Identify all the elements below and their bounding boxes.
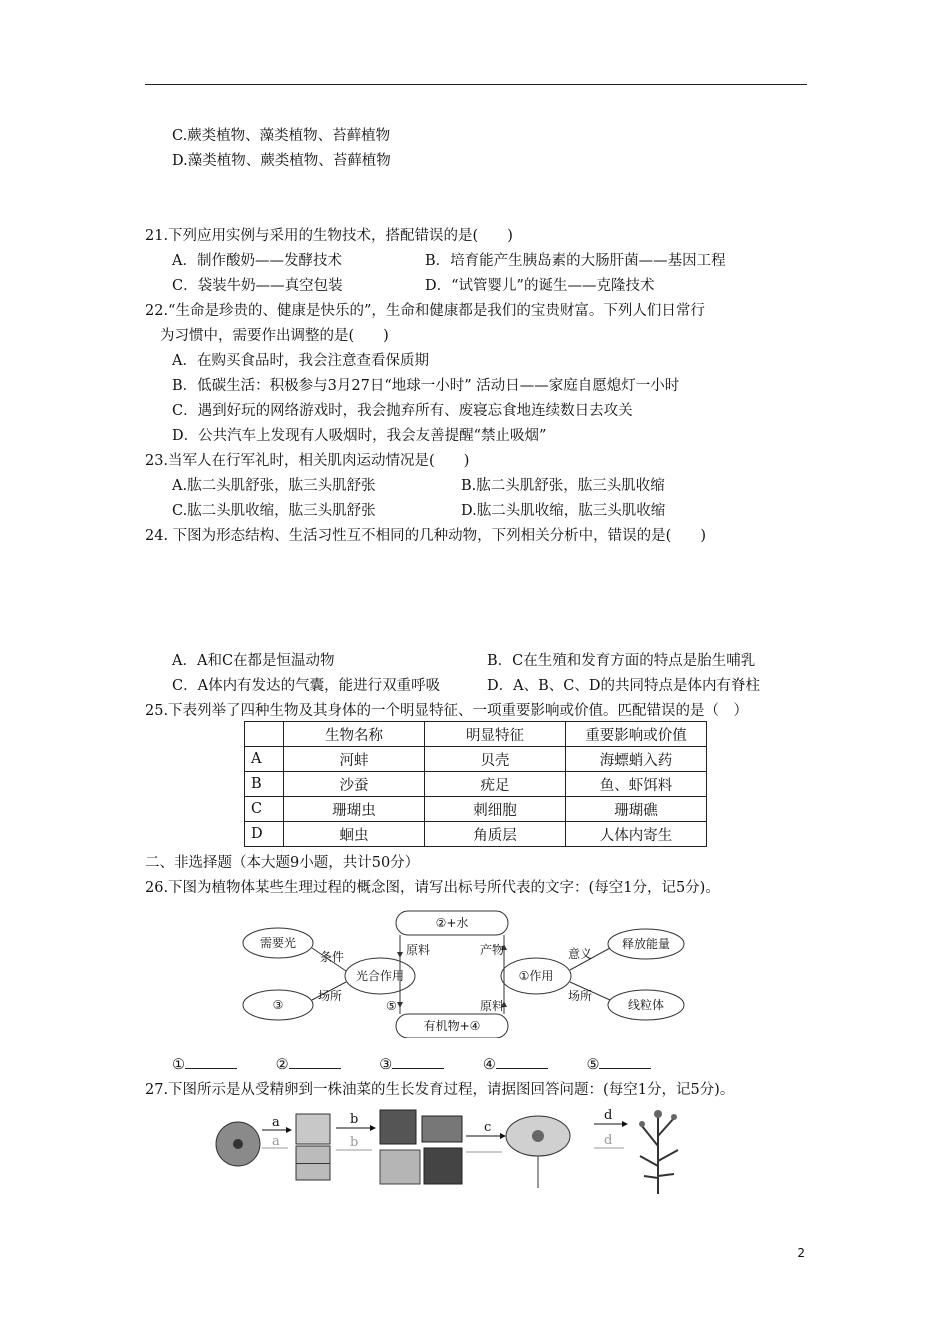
table-cell: 鱼、虾饵料 (566, 772, 707, 797)
q23-option-b: B.肱二头肌舒张，肱三头肌收缩 (461, 478, 665, 494)
table-cell: 河蚌 (284, 747, 425, 772)
arrow-head (500, 1133, 506, 1139)
table-row (245, 797, 707, 822)
table-cell: D (245, 822, 284, 847)
answer-blank-2[interactable] (289, 1054, 341, 1069)
table-row (245, 747, 707, 772)
plant-flower-icon (654, 1110, 662, 1118)
answer-blank-3[interactable] (392, 1054, 444, 1069)
flower-center-icon (532, 1130, 544, 1142)
arrow-head (370, 1125, 376, 1131)
q27-stem: 27.下图所示是从受精卵到一株油菜的生长发育过程，请据图回答问题：(每空1分，记5分)。 (145, 1082, 735, 1098)
label-b-top: b (350, 1112, 359, 1127)
table-cell: 蛔虫 (284, 822, 425, 847)
q24-option-c: C．A体内有发达的气囊，能进行双重呼吸 (172, 678, 441, 694)
q25-table (244, 721, 707, 847)
q22-option-b: B．低碳生活：积极参与3月27日“地球一小时” 活动日——家庭自愿熄灯一小时 (172, 378, 680, 394)
blank-4-label: ④ (482, 1057, 496, 1073)
organic-matter-label: 有机物+④ (423, 1019, 481, 1033)
table-cell: 沙蚕 (284, 772, 425, 797)
q23-stem: 23.当军人在行军礼时，相关肌肉运动情况是( ) (145, 453, 470, 469)
table-row (245, 822, 707, 847)
table-cell: 疣足 (425, 772, 566, 797)
table-header-cell: 明显特征 (425, 722, 566, 747)
plant-flower-icon (671, 1114, 677, 1120)
tissue-image (380, 1110, 416, 1144)
nucleus-icon (233, 1139, 243, 1149)
blank-2-label: ② (275, 1057, 289, 1073)
table-header-row (245, 722, 707, 747)
section-2-heading: 二、非选择题（本大题9小题，共计50分） (145, 855, 420, 871)
label-a-bottom: a (272, 1134, 280, 1149)
site-left-label: 场所 (318, 989, 343, 1003)
q24-option-b: B．C在生殖和发育方面的特点是胎生哺乳 (487, 653, 756, 669)
q22-option-d: D．公共汽车上发现有人吸烟时，我会友善提醒“禁止吸烟” (172, 428, 547, 444)
mitochondria-label: 线粒体 (627, 998, 665, 1012)
q24-stem: 24. 下图为形态结构、生活习性互不相同的几种动物，下列相关分析中，错误的是( ) (145, 528, 706, 544)
arrow-head (397, 952, 403, 958)
q24-option-a: A．A和C在都是恒温动物 (172, 653, 335, 669)
q26-answer-blanks (172, 1054, 685, 1073)
table-header-cell: 重要影响或价值 (566, 722, 707, 747)
table-header-cell (245, 722, 284, 747)
q22-stem: 22.“生命是珍贵的、健康是快乐的”，生命和健康都是我们的宝贵财富。下列人们日常行 (145, 303, 705, 319)
table-header-cell: 生物名称 (284, 722, 425, 747)
table-cell: 角质层 (425, 822, 566, 847)
q21-option-a: A．制作酸奶——发酵技术 (172, 253, 342, 269)
blank-3-label: ③ (379, 1057, 393, 1073)
meaning-label: 意义 (568, 947, 593, 961)
q21-stem: 21.下列应用实例与采用的生物技术，搭配错误的是( ) (145, 228, 513, 244)
rapeseed-plant-image (640, 1116, 678, 1194)
respiration-label: ①作用 (518, 969, 554, 983)
cell-division-line (296, 1163, 330, 1164)
header-rule (145, 84, 807, 85)
q24-option-d: D．A、B、C、D的共同特点是体内有脊柱 (487, 678, 760, 694)
label-d-bottom: d (604, 1133, 613, 1148)
q23-option-d: D.肱二头肌收缩，肱三头肌收缩 (461, 503, 666, 519)
answer-blank-4[interactable] (496, 1054, 548, 1069)
blank-5-label: ⑤ (586, 1057, 600, 1073)
q26-concept-map (240, 908, 710, 1038)
q20-option-c: C.蕨类植物、藻类植物、苔藓植物 (172, 128, 391, 144)
q20-option-d: D.藻类植物、蕨类植物、苔藓植物 (172, 153, 391, 169)
table-cell: 海螵蛸入药 (566, 747, 707, 772)
tissue-image (422, 1116, 462, 1142)
answer-blank-1[interactable] (185, 1054, 237, 1069)
water-label: ②+水 (435, 916, 469, 930)
table-cell: C (245, 797, 284, 822)
photosynthesis-label: 光合作用 (355, 969, 405, 983)
arrow-head (397, 1002, 403, 1008)
label-b-bottom: b (350, 1135, 359, 1150)
arrow-head (622, 1121, 628, 1127)
table-cell: B (245, 772, 284, 797)
q21-option-c: C．袋装牛奶——真空包装 (172, 278, 343, 294)
raw-material-top-label: 原料 (406, 943, 431, 957)
tissue-image (380, 1150, 420, 1184)
table-cell: 贝壳 (425, 747, 566, 772)
answer-blank-5[interactable] (599, 1054, 651, 1069)
site-right-label: 场所 (568, 989, 593, 1003)
label-a-top: a (272, 1115, 280, 1130)
tissue-image (424, 1148, 462, 1184)
blank-1-label: ① (172, 1057, 185, 1073)
condition-label: 条件 (320, 950, 345, 964)
q22-stem-cont: 为习惯中，需要作出调整的是( ) (160, 328, 389, 344)
table-cell: 人体内寄生 (566, 822, 707, 847)
q25-stem: 25.下表列举了四种生物及其身体的一个明显特征、一项重要影响或价值。匹配错误的是（ ） (145, 703, 749, 719)
raw-material-bottom-label: 原料 (480, 999, 505, 1013)
q27-development-figure (212, 1106, 702, 1198)
cell-image (296, 1114, 330, 1144)
q21-option-b: B．培育能产生胰岛素的大肠肝菌——基因工程 (425, 253, 726, 269)
blank-3-label: ③ (272, 998, 284, 1012)
blank-5-label: ⑤ (386, 999, 397, 1013)
label-c-top: c (484, 1120, 492, 1135)
table-cell: 珊瑚礁 (566, 797, 707, 822)
table-cell: A (245, 747, 284, 772)
q22-option-c: C．遇到好玩的网络游戏时，我会抛弃所有、废寝忘食地连续数日去攻关 (172, 403, 633, 419)
energy-label: 释放能量 (621, 937, 671, 951)
product-label: 产物 (480, 943, 505, 957)
q23-option-a: A.肱二头肌舒张，肱三头肌舒张 (172, 478, 376, 494)
plant-flower-icon (639, 1121, 645, 1127)
q23-option-c: C.肱二头肌收缩，肱三头肌舒张 (172, 503, 376, 519)
table-row (245, 772, 707, 797)
q21-option-d: D．“试管婴儿”的诞生——克隆技术 (425, 278, 655, 294)
table-cell: 刺细胞 (425, 797, 566, 822)
q22-option-a: A．在购买食品时，我会注意查看保质期 (172, 353, 429, 369)
needs-light-label: 需要光 (259, 936, 297, 950)
table-cell: 珊瑚虫 (284, 797, 425, 822)
label-d-top: d (604, 1108, 613, 1123)
arrow-head (286, 1127, 292, 1133)
page-number: 2 (797, 1246, 805, 1260)
q26-stem: 26.下图为植物体某些生理过程的概念图，请写出标号所代表的文字：(每空1分，记5分)。 (145, 880, 720, 896)
